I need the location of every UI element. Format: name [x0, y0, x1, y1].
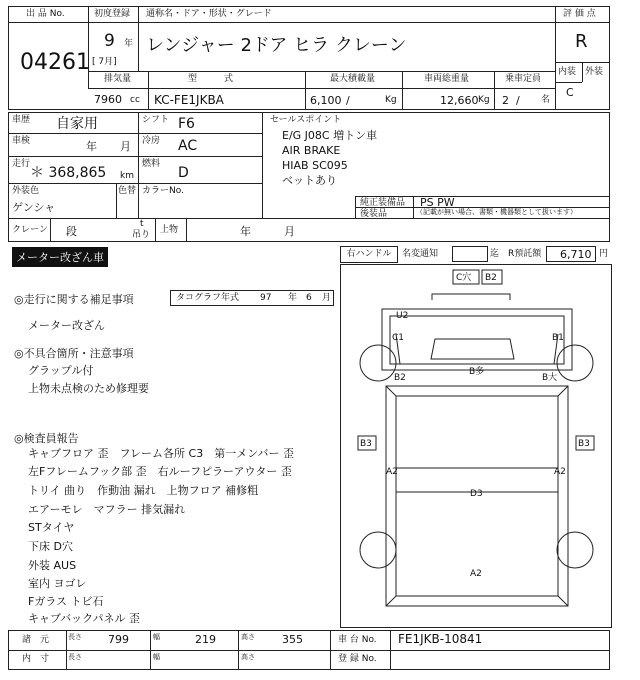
- reg-label: 登 録 No.: [338, 654, 377, 664]
- inspector-line-9: Fガラス トビ石: [28, 595, 104, 608]
- max-load-sep: /: [346, 94, 350, 107]
- color-label: 外装色: [12, 186, 40, 196]
- first-reg-year: 9: [104, 31, 115, 51]
- ac-label: 冷房: [142, 136, 161, 146]
- tacho-month: 6: [306, 293, 312, 303]
- aftermarket-label: 後装品: [360, 209, 388, 219]
- exterior-label: 外装: [585, 67, 604, 77]
- model-header: 通称名・ドア・形状・グレード: [146, 9, 272, 19]
- crane-label: クレーン: [12, 225, 48, 235]
- length: 799: [108, 633, 129, 646]
- length-label: 長さ: [68, 633, 82, 641]
- fuel-label: 燃料: [142, 159, 161, 169]
- mark-b3-left: B3: [360, 439, 372, 449]
- mark-c-hole: C穴: [456, 273, 472, 283]
- in-length-label: 長さ: [68, 653, 82, 661]
- chassis-number: FE1JKB-10841: [398, 632, 483, 646]
- inspector-line-6: 下床 D穴: [28, 540, 73, 553]
- interior-grade: C: [566, 86, 574, 99]
- chassis-label: 車 台 No.: [338, 635, 377, 645]
- model-name: レンジャー 2ドア ヒラ クレーン: [146, 35, 407, 56]
- grade: R: [575, 31, 588, 52]
- mark-a2-bottom: A2: [470, 569, 482, 579]
- defect-label: ◎不具合箇所・注意事項: [14, 347, 134, 360]
- inspector-line-1: キャブフロア 歪 フレーム各所 C3 第一メンバー 歪: [28, 447, 294, 460]
- shift-label: シフト: [142, 115, 170, 125]
- driving-text: メーター改ざん: [28, 319, 105, 332]
- mark-u2: U2: [396, 311, 409, 321]
- inspector-line-5: STタイヤ: [28, 521, 75, 534]
- aftermarket-note: （記載が無い場合、書類・機器類として扱います）: [416, 208, 577, 216]
- in-height-label: 高さ: [241, 653, 255, 661]
- crane-ton: t: [140, 219, 144, 229]
- mark-b3-right: B3: [578, 439, 590, 449]
- color-no-label: 色替: [118, 186, 137, 196]
- gross-weight-label: 車両総重量: [424, 74, 470, 84]
- mark-c1: C1: [392, 333, 405, 343]
- driving-label: ◎走行に関する補足事項: [14, 293, 134, 306]
- year-unit: 年: [124, 39, 134, 49]
- truck-diagram: [340, 264, 612, 628]
- fuel: D: [178, 165, 189, 181]
- capacity-unit: 名: [541, 95, 551, 105]
- width: 219: [195, 633, 216, 646]
- capacity-sep: /: [516, 94, 520, 107]
- mark-d3: D3: [470, 489, 483, 499]
- defect-line-2: 上物未点検のため修理要: [28, 382, 149, 395]
- displacement-unit: cc: [130, 95, 140, 105]
- crane-steps: 段: [66, 225, 77, 238]
- inspector-line-10: キャブバックパネル 歪: [28, 612, 140, 625]
- lot-label: 出 品 No.: [26, 9, 65, 19]
- inspector-line-4: エアーモレ マフラー 排気漏れ: [28, 503, 186, 516]
- mileage-label: 走行: [12, 159, 31, 169]
- ac: AC: [178, 138, 198, 154]
- mark-b-large: B大: [542, 373, 558, 383]
- first-reg-label: 初度登録: [94, 9, 131, 19]
- crane-hanging: 吊り: [132, 230, 151, 240]
- inspection-year: 年: [86, 140, 97, 153]
- displacement: 7960: [94, 93, 122, 106]
- tacho-month-unit: 月: [322, 293, 332, 303]
- inspection-month: 月: [120, 140, 131, 153]
- sales-line-2: AIR BRAKE: [282, 144, 341, 157]
- inspector-line-2: 左Fフレームフック部 歪 右ルーフピラーアウター 歪: [28, 465, 292, 478]
- color: ゲンシャ: [12, 201, 56, 214]
- grade-label: 評 価 点: [563, 9, 596, 19]
- in-width-label: 幅: [153, 653, 160, 661]
- capacity: 2: [502, 94, 509, 107]
- displacement-label: 排気量: [104, 74, 132, 84]
- lot-number: 04261: [20, 50, 90, 75]
- max-load: 6,100: [310, 94, 342, 107]
- history-label: 車歴: [12, 115, 31, 125]
- sales-line-4: ベットあり: [282, 174, 337, 187]
- boom-label: 上物: [160, 225, 179, 235]
- name-change-label: 名変通知: [402, 249, 439, 259]
- height: 355: [282, 633, 303, 646]
- height-label: 高さ: [241, 633, 255, 641]
- gross-unit: Kg: [478, 95, 490, 105]
- mark-b1: B1: [552, 333, 564, 343]
- tacho-label: タコグラフ年式: [176, 293, 240, 303]
- history: 自家用: [56, 116, 98, 132]
- tacho-year: 97: [260, 293, 272, 303]
- model-code: KC-FE1JKBA: [154, 93, 224, 107]
- boom-month: 月: [284, 225, 295, 238]
- inspector-line-3: トリイ 曲り 作動油 漏れ 上物フロア 補修粗: [28, 484, 259, 497]
- r-amount: 6,710: [560, 248, 592, 261]
- dims-label: 諸 元: [22, 635, 50, 645]
- inspector-label: ◎検査員報告: [14, 432, 79, 445]
- shift: F6: [178, 116, 195, 132]
- mark-b2-top: B2: [485, 273, 497, 283]
- stop-label: 迄: [490, 249, 500, 259]
- interior-label: 内装: [558, 67, 577, 77]
- width-label: 幅: [153, 633, 160, 641]
- meter-tampered-badge: メーター改ざん車: [12, 247, 108, 267]
- max-load-label: 最大積載量: [330, 74, 376, 84]
- inspection-label: 車検: [12, 136, 31, 146]
- mark-a2-left: A2: [386, 467, 398, 477]
- sales-label: セールスポイント: [270, 115, 342, 125]
- mark-b2-left: B2: [394, 373, 406, 383]
- gross-weight: 12,660: [440, 94, 479, 107]
- rhd-badge: 右ハンドル: [340, 246, 398, 263]
- mark-b-many: B多: [469, 367, 485, 377]
- color-no-label2: カラーNo.: [142, 186, 184, 196]
- sales-line-3: HIAB SC095: [282, 159, 348, 172]
- sales-line-1: E/G J08C 増トン車: [282, 129, 378, 142]
- defect-line-1: グラップル付: [28, 364, 94, 377]
- equip: PS PW: [420, 196, 455, 209]
- mark-a2-right: A2: [554, 467, 566, 477]
- equip-label: 純正装備品: [360, 198, 406, 208]
- inspector-line-8: 室内 ヨゴレ: [28, 577, 87, 590]
- mileage: ＊ 368,865: [30, 165, 107, 181]
- r-label: R預託額: [508, 249, 542, 259]
- interior-dims-label: 内 寸: [22, 654, 50, 664]
- mileage-unit: km: [120, 171, 134, 181]
- first-reg-month: [ 7月]: [92, 57, 117, 67]
- r-unit: 円: [599, 249, 609, 259]
- tacho-year-unit: 年: [288, 293, 298, 303]
- load-unit: Kg: [385, 95, 397, 105]
- boom-year: 年: [240, 225, 251, 238]
- inspector-line-7: 外装 AUS: [28, 559, 77, 572]
- capacity-label: 乗車定員: [505, 74, 542, 84]
- model-label: 型 式: [188, 74, 234, 84]
